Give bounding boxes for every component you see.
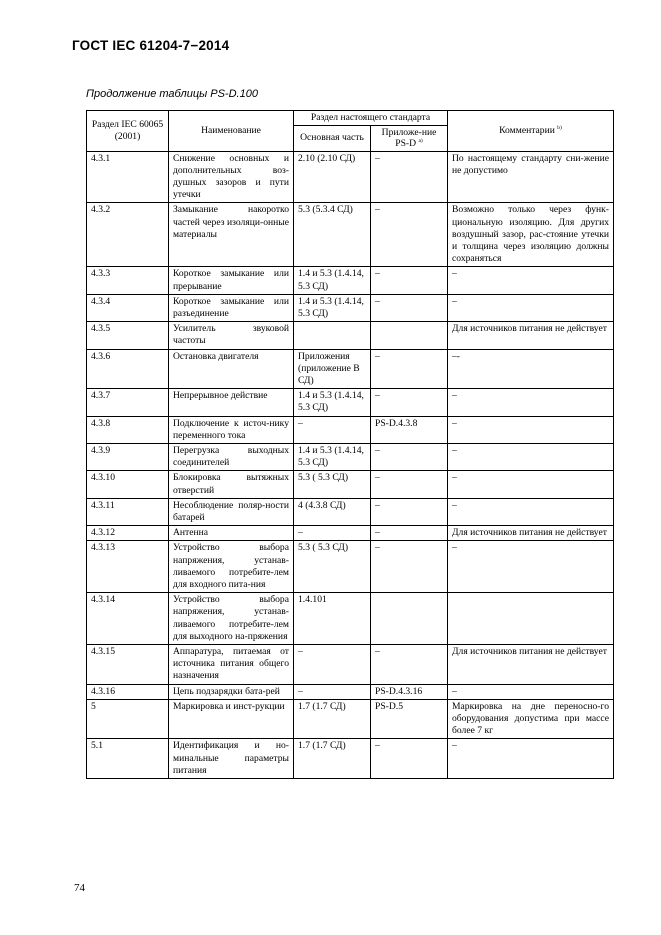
table-row (87, 443, 614, 470)
cell-name: Антенна (169, 526, 294, 541)
cell-main-part: 2.10 (2.10 СД) (294, 151, 371, 203)
table-row (87, 322, 614, 349)
table-row (87, 541, 614, 593)
table-body (87, 151, 614, 779)
cell-comment: – (448, 389, 614, 416)
page-number: 74 (74, 882, 85, 894)
cell-section: 4.3.7 (87, 389, 169, 416)
cell-appendix (371, 593, 448, 645)
table-row (87, 684, 614, 699)
table-row (87, 699, 614, 739)
cell-appendix: PS-D.4.3.8 (371, 416, 448, 443)
cell-main-part: 5.3 ( 5.3 СД) (294, 541, 371, 593)
cell-name: Аппаратура, питаемая от источника питания общего назначения (169, 645, 294, 685)
cell-main-part: 1.4 и 5.3 (1.4.14, 5.3 СД) (294, 389, 371, 416)
cell-name: Снижение основных и дополнительных воз-душных зазоров и пути утечки (169, 151, 294, 203)
cell-appendix: – (371, 526, 448, 541)
cell-main-part: 1.7 (1.7 СД) (294, 699, 371, 739)
table-row (87, 267, 614, 294)
table-row (87, 739, 614, 779)
cell-main-part: – (294, 645, 371, 685)
cell-main-part: 1.4.101 (294, 593, 371, 645)
cell-name: Замыкание накоротко частей через изоляци-онные материалы (169, 203, 294, 267)
cell-name: Устройство выбора напряжения, устанав-ливаемого потребите-лем для выходного на-пряжения (169, 593, 294, 645)
cell-section: 4.3.16 (87, 684, 169, 699)
table-row (87, 526, 614, 541)
table-row (87, 471, 614, 498)
cell-section: 4.3.15 (87, 645, 169, 685)
cell-section: 4.3.13 (87, 541, 169, 593)
cell-section: 4.3.8 (87, 416, 169, 443)
header-appendix (371, 125, 448, 151)
cell-main-part: 1.4 и 5.3 (1.4.14, 5.3 СД) (294, 267, 371, 294)
cell-name: Маркировка и инст-рукции (169, 699, 294, 739)
cell-comment: Для источников питания не действует (448, 645, 614, 685)
table-row (87, 498, 614, 525)
cell-appendix: – (371, 471, 448, 498)
cell-comment: – (448, 471, 614, 498)
cell-main-part: – (294, 684, 371, 699)
table-row (87, 151, 614, 203)
cell-comment: – (448, 541, 614, 593)
cell-appendix: – (371, 151, 448, 203)
table-row (87, 349, 614, 389)
cell-comment: – (448, 498, 614, 525)
cell-section: 4.3.14 (87, 593, 169, 645)
cell-appendix: PS-D.5 (371, 699, 448, 739)
cell-section: 4.3.5 (87, 322, 169, 349)
cell-main-part (294, 322, 371, 349)
table-row (87, 203, 614, 267)
cell-name: Несоблюдение поляр-ности батарей (169, 498, 294, 525)
document-title: ГОСТ IEC 61204-7−2014 (72, 38, 230, 53)
cell-section: 4.3.1 (87, 151, 169, 203)
table-row (87, 416, 614, 443)
header-comments (448, 111, 614, 152)
cell-section: 4.3.4 (87, 294, 169, 321)
cell-comment: – (448, 294, 614, 321)
cell-name: Короткое замыкание или прерывание (169, 267, 294, 294)
cell-main-part: – (294, 526, 371, 541)
cell-main-part: – (294, 416, 371, 443)
cell-appendix: – (371, 443, 448, 470)
cell-section: 4.3.3 (87, 267, 169, 294)
cell-comment: Для источников питания не действует (448, 322, 614, 349)
cell-name: Непрерывное действие (169, 389, 294, 416)
cell-comment: –- (448, 349, 614, 389)
cell-section: 5.1 (87, 739, 169, 779)
header-name: Наименование (169, 111, 294, 152)
cell-section: 4.3.12 (87, 526, 169, 541)
cell-main-part: 4 (4.3.8 СД) (294, 498, 371, 525)
comparison-table (86, 110, 614, 779)
cell-section: 5 (87, 699, 169, 739)
cell-main-part: 1.7 (1.7 СД) (294, 739, 371, 779)
cell-main-part: 1.4 и 5.3 (1.4.14, 5.3 СД) (294, 294, 371, 321)
cell-comment (448, 593, 614, 645)
cell-comment: – (448, 267, 614, 294)
cell-section: 4.3.10 (87, 471, 169, 498)
cell-name: Подключение к источ-нику переменного тока (169, 416, 294, 443)
cell-comment: – (448, 416, 614, 443)
cell-name: Перегрузка выходных соединителей (169, 443, 294, 470)
cell-comment: – (448, 739, 614, 779)
cell-appendix: – (371, 498, 448, 525)
cell-appendix: – (371, 294, 448, 321)
cell-appendix (371, 322, 448, 349)
cell-main-part: 5.3 ( 5.3 СД) (294, 471, 371, 498)
header-section: Раздел IEC 60065 (2001) (87, 111, 169, 152)
cell-comment: Возможно только через функ-циональную изоляцию. Для других воздушный зазор, рас-стояние утечки и толщина через изоляцию должны сохраняться (448, 203, 614, 267)
cell-section: 4.3.2 (87, 203, 169, 267)
header-comments-label: Комментарии (499, 125, 555, 136)
table-row (87, 645, 614, 685)
header-comments-note: b) (557, 124, 562, 131)
header-standard-section: Раздел настоящего стандарта (294, 111, 448, 126)
cell-name: Усилитель звуковой частоты (169, 322, 294, 349)
cell-appendix: – (371, 541, 448, 593)
cell-main-part: 5.3 (5.3.4 СД) (294, 203, 371, 267)
header-appendix-note: a) (418, 137, 423, 144)
cell-main-part: Приложения (приложение В СД) (294, 349, 371, 389)
header-main-part: Основная часть (294, 125, 371, 151)
cell-comment: – (448, 684, 614, 699)
cell-name: Устройство выбора напряжения, устанав-ливаемого потребите-лем для входного пита-ния (169, 541, 294, 593)
cell-appendix: – (371, 739, 448, 779)
table-row (87, 593, 614, 645)
table-caption: Продолжение таблицы PS-D.100 (86, 88, 258, 100)
cell-comment: Маркировка на дне переносно-го оборудования допустима при массе более 7 кг (448, 699, 614, 739)
cell-appendix: – (371, 203, 448, 267)
cell-section: 4.3.9 (87, 443, 169, 470)
cell-comment: По настоящему стандарту сни-жение не допустимо (448, 151, 614, 203)
cell-section: 4.3.6 (87, 349, 169, 389)
cell-name: Цепь подзарядки бата-рей (169, 684, 294, 699)
cell-name: Идентификация и но-минальные параметры питания (169, 739, 294, 779)
cell-appendix: – (371, 645, 448, 685)
cell-appendix: – (371, 389, 448, 416)
cell-name: Блокировка вытяжных отверстий (169, 471, 294, 498)
header-row-1 (87, 111, 614, 126)
cell-appendix: PS-D.4.3.16 (371, 684, 448, 699)
cell-name: Короткое замыкание или разъединение (169, 294, 294, 321)
cell-appendix: – (371, 349, 448, 389)
table-row (87, 389, 614, 416)
table-row (87, 294, 614, 321)
cell-main-part: 1.4 и 5.3 (1.4.14, 5.3 СД) (294, 443, 371, 470)
cell-comment: Для источников питания не действует (448, 526, 614, 541)
cell-section: 4.3.11 (87, 498, 169, 525)
cell-name: Остановка двигателя (169, 349, 294, 389)
header-appendix-label: Приложе-ние PS-D (381, 126, 437, 149)
cell-appendix: – (371, 267, 448, 294)
cell-comment: – (448, 443, 614, 470)
